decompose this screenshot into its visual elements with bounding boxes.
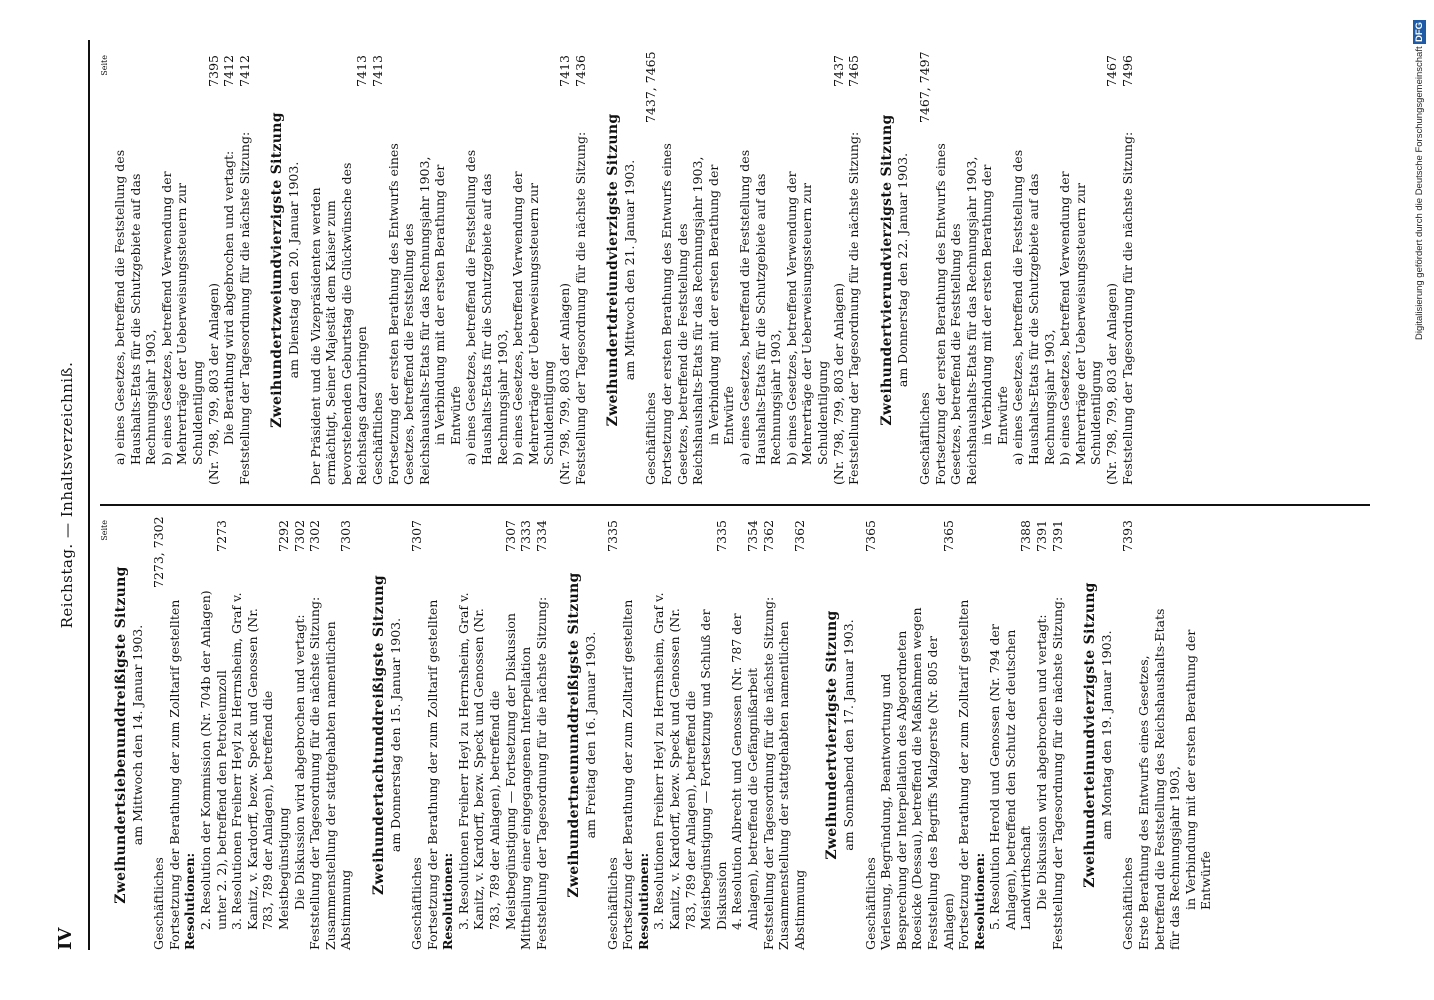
entry-page: 7467 xyxy=(1104,55,1120,87)
entry-text: 3. Resolutionen Freiherr Heyl zu Herrnsheim, Graf v. Kanitz, v. Kardorff, bezw. Speck und Genossen (Nr. 783, 789 der Anlagen), betreffend die Meistbegünstigung — Fortsetzung der Diskussion xyxy=(455,592,518,930)
toc-entry xyxy=(1183,520,1214,950)
entry-page: 7333 xyxy=(518,520,534,552)
seite-label: Seite xyxy=(100,520,109,541)
toc-entry xyxy=(659,55,706,485)
entry-text: (Nr. 798, 799, 803 der Anlagen) xyxy=(1104,282,1120,485)
toc-entry xyxy=(831,55,847,485)
toc-entry xyxy=(573,55,589,485)
entry-page: 7292 xyxy=(275,520,291,552)
toc-entry xyxy=(510,55,557,485)
entry-page: 7412 xyxy=(236,55,252,87)
sitting-238 xyxy=(372,520,550,950)
entry-text: Resolutionen: xyxy=(440,852,456,950)
sitting-date: am Montag den 19. Januar 1903. xyxy=(1098,630,1114,840)
entry-page: 7413 xyxy=(557,55,573,87)
sitting-title: Zweihundertneununddreißigste Sitzung xyxy=(566,572,583,898)
toc-entry xyxy=(292,520,308,950)
toc-entry xyxy=(409,520,425,950)
toc-entry xyxy=(846,55,862,485)
sitting-241-continued xyxy=(112,55,252,485)
toc-entry xyxy=(956,520,972,950)
entry-text: Feststellung der Tagesordnung für die nächste Sitzung: xyxy=(236,131,252,485)
entry-page: 7413 xyxy=(369,55,385,87)
entry-text: Feststellung der Tagesordnung für die nächste Sitzung: xyxy=(533,596,549,950)
entry-text: b) eines Gesetzes, betreffend Verwendung der Mehrerträge der Ueberweisungssteuern zur Schuldentilgung xyxy=(783,171,830,465)
entry-page: 7273 xyxy=(213,520,229,552)
entry-text: Feststellung der Tagesordnung für die nächste Sitzung: xyxy=(760,596,776,950)
entry-page: 7436 xyxy=(572,55,588,87)
entry-page: 7303 xyxy=(338,520,354,552)
toc-entry xyxy=(1136,520,1183,950)
entry-text: Fortsetzung der ersten Berathung des Entwurfs eines Gesetzes, betreffend die Feststellung des Reichshaushalts-Etats für das Rechnungsjahr 1903, xyxy=(385,143,432,485)
sitting-date: am Donnerstag den 22. Januar 1903. xyxy=(895,152,911,388)
entry-text: Die Berathung wird abgebrochen und vertagt: xyxy=(221,150,237,445)
sitting-date: am Freitag den 16. Januar 1903. xyxy=(583,631,599,839)
entry-text: Erste Berathung des Entwurfs eines Gesetzes, betreffend die Feststellung des Reichshaushalts-Etats für das Rechnungsjahr 1903, xyxy=(1136,608,1183,950)
toc-entry xyxy=(237,55,253,485)
toc-entry xyxy=(463,55,510,485)
entry-text: 5. Resolution Herold und Genossen (Nr. 794 der Anlagen), betreffend den Schutz der deutschen Landwirthschaft xyxy=(987,624,1034,930)
entry-text: b) eines Gesetzes, betreffend Verwendung der Mehrerträge der Ueberweisungssteuern zur Schuldentilgung xyxy=(510,171,557,465)
dfg-logo-badge: DFG xyxy=(1414,22,1425,43)
entry-text: Verlesung, Begründung, Beantwortung und Besprechung der Interpellation des Abgeordneten Roesicke (Dessau), betreffend die Maßnahmen wegen Feststellung des Begriffs Malzgerste (Nr. 805 der Anlagen) xyxy=(878,607,956,950)
entry-text: Der Präsident und die Vizepräsidenten werden ermächtigt, Seiner Majestät dem Kaiser zum bevorstehenden Geburtstag die Glückwünsche des Reichstags darzubringen xyxy=(307,162,370,485)
toc-entry xyxy=(198,520,229,950)
toc-entry xyxy=(182,520,198,950)
toc-entry xyxy=(307,520,323,950)
toc-entry xyxy=(729,520,760,950)
toc-entry xyxy=(1057,55,1104,485)
entry-page: 7302 xyxy=(291,520,307,552)
entry-text: Fortsetzung der Berathung der zum Zolltarif gestellten xyxy=(166,599,182,950)
toc-entry xyxy=(370,55,386,485)
entry-page: 7365 xyxy=(940,520,956,552)
entry-text: Geschäftliches xyxy=(862,857,878,950)
entry-text: Geschäftliches xyxy=(369,392,385,485)
toc-entry xyxy=(1104,55,1120,485)
entry-text: Fortsetzung der Berathung der zum Zolltarif gestellten xyxy=(620,599,636,950)
seite-label: Seite xyxy=(100,55,109,76)
toc-entry xyxy=(620,520,636,950)
toc-entry xyxy=(557,55,573,485)
entry-text: 4. Resolution Albrecht und Genossen (Nr. 787 der Anlagen), betreffend die Gefängnißarbeit xyxy=(729,613,760,930)
toc-entry xyxy=(518,520,534,950)
toc-entry xyxy=(737,55,784,485)
entry-text: (Nr. 798, 799, 803 der Anlagen) xyxy=(830,282,846,485)
entry-page: 7302 xyxy=(307,520,323,552)
toc-entry xyxy=(432,55,463,485)
toc-entry xyxy=(643,51,659,485)
entry-text: b) eines Gesetzes, betreffend Verwendung der Mehrerträge der Ueberweisungssteuern zur Schuldentilgung xyxy=(158,171,205,465)
entry-page: 7335 xyxy=(713,520,729,552)
entry-text: b) eines Gesetzes, betreffend Verwendung der Mehrerträge der Ueberweisungssteuern zur Schuldentilgung xyxy=(1057,171,1104,465)
digitization-credit xyxy=(1414,20,1430,980)
entry-page: 7412 xyxy=(221,55,237,87)
left-column xyxy=(100,516,1232,950)
entry-text: Resolutionen: xyxy=(971,852,987,950)
entry-page: 7437 xyxy=(830,55,846,87)
toc-entry xyxy=(456,520,518,950)
entry-page: 7496 xyxy=(1119,55,1135,87)
toc-entry xyxy=(863,520,879,950)
toc-entry xyxy=(167,520,183,950)
sitting-244 xyxy=(878,51,1136,485)
toc-entry xyxy=(112,55,159,485)
toc-entry xyxy=(1034,520,1050,950)
sitting-title: Zweihundertachtunddreißigste Sitzung xyxy=(370,574,387,896)
entry-text: Feststellung der Tagesordnung für die nächste Sitzung: xyxy=(572,131,588,485)
toc-entry xyxy=(425,520,441,950)
sitting-date: am Donnerstag den 15. Januar 1903. xyxy=(387,617,403,853)
entry-text: 3. Resolutionen Freiherr Heyl zu Herrnsheim, Graf v. Kanitz, v. Kardorff, bezw. Speck und Genossen (Nr. 783, 789 der Anlagen), betreffend die Meistbegünstigung — Fortsetzung und Schluß der Diskussion xyxy=(651,592,729,930)
toc-entry xyxy=(605,520,621,950)
entry-text: Geschäftliches xyxy=(1120,857,1136,950)
entry-text: Fortsetzung der ersten Berathung des Entwurfs eines Gesetzes, betreffend die Feststellung des Reichshaushalts-Etats für das Rechnungsjahr 1903, xyxy=(659,143,706,485)
entry-text: Zusammenstellung der stattgehabten namentlichen Abstimmung xyxy=(776,621,807,950)
entry-page: 7307 xyxy=(409,520,425,552)
entry-text: Die Diskussion wird abgebrochen und vertagt: xyxy=(1034,614,1050,910)
toc-entry xyxy=(229,520,291,950)
toc-entry xyxy=(784,55,831,485)
sitting-title: Zweihundertsiebenunddreißigste Sitzung xyxy=(113,566,129,904)
toc-entry xyxy=(706,55,737,485)
entry-text: Feststellung der Tagesordnung für die nächste Sitzung: xyxy=(1119,131,1135,485)
toc-entry xyxy=(878,520,956,950)
entry-text: Fortsetzung der ersten Berathung des Entwurfs eines Gesetzes, betreffend die Feststellung des Reichshaushalts-Etats für das Rechnungsjahr 1903, xyxy=(932,143,979,485)
entry-page: 7391 xyxy=(1049,520,1065,552)
toc-entry xyxy=(151,516,167,950)
toc-entry xyxy=(440,520,456,950)
entry-page: 7388 xyxy=(1018,520,1034,552)
entry-text: Geschäftliches xyxy=(916,392,932,485)
entry-text: in Verbindung mit der ersten Berathung der Entwürfe xyxy=(432,164,463,445)
toc-entry xyxy=(386,55,433,485)
entry-text: Feststellung der Tagesordnung für die nächste Sitzung: xyxy=(307,596,323,950)
sitting-date: am Mittwoch den 14. Januar 1903. xyxy=(129,624,145,846)
toc-entry xyxy=(916,51,933,485)
toc-entry xyxy=(159,55,206,485)
entry-text: Geschäftliches xyxy=(604,857,620,950)
entry-text: Mittheilung einer eingegangenen Interpellation xyxy=(518,646,534,950)
toc-entry xyxy=(1120,55,1136,485)
sitting-title: Zweihundertvierundvierzigste Sitzung xyxy=(878,114,895,426)
entry-text: in Verbindung mit der ersten Berathung der Entwürfe xyxy=(705,164,737,445)
entry-text: 3. Resolutionen Freiherr Heyl zu Herrnsheim, Graf v. Kanitz, v. Kardorff, bezw. Speck und Genossen (Nr. 783, 789 der Anlagen), betreffend die Meistbegünstigung xyxy=(229,592,291,930)
sitting-date: am Sonnabend den 17. Januar 1903. xyxy=(840,619,856,851)
column-divider xyxy=(100,504,1370,506)
entry-text: a) eines Gesetzes, betreffend die Feststellung des Haushalts-Etats für die Schutzgebiete auf das Rechnungsjahr 1903, xyxy=(463,149,510,465)
toc-entry xyxy=(1120,520,1136,950)
sitting-date: am Mittwoch den 21. Januar 1903. xyxy=(621,159,637,381)
entry-page: 7437, 7465 xyxy=(643,51,659,123)
toc-entry xyxy=(761,520,777,950)
toc-entry xyxy=(534,520,550,950)
toc-entry xyxy=(972,520,988,950)
entry-text: Geschäftliches xyxy=(643,392,659,485)
sitting-title: Zweihundertdreiundvierzigste Sitzung xyxy=(605,113,622,427)
entry-text: a) eines Gesetzes, betreffend die Feststellung des Haushalts-Etats für die Schutzgebiete auf das Rechnungsjahr 1903, xyxy=(736,149,784,465)
entry-text: in Verbindung mit der ersten Berathung der Entwürfe xyxy=(979,164,1010,445)
entry-page: 7273, 7302 xyxy=(151,516,167,588)
entry-page: 7413 xyxy=(354,55,370,87)
sitting-title: Zweihundertvierzigste Sitzung xyxy=(824,610,841,860)
toc-entry xyxy=(933,55,980,485)
entry-page: 7465 xyxy=(846,55,862,87)
sitting-237 xyxy=(113,516,354,950)
running-title: Reichstag. — Inhaltsverzeichniß. xyxy=(58,361,76,629)
sitting-title: Zweihundertzweiundvierzigste Sitzung xyxy=(269,112,286,428)
toc-entry xyxy=(979,55,1010,485)
sitting-241 xyxy=(1083,520,1214,950)
sitting-239 xyxy=(567,520,807,950)
sitting-title: Zweihunderteinundvierzigste Sitzung xyxy=(1082,582,1099,888)
toc-entry xyxy=(206,55,222,485)
toc-entry xyxy=(308,55,370,485)
sitting-243 xyxy=(605,51,862,485)
entry-text: Feststellung der Tagesordnung für die nächste Sitzung: xyxy=(846,131,862,485)
entry-page: 7334 xyxy=(533,520,549,552)
page-number: IV xyxy=(55,927,76,950)
toc-page xyxy=(52,20,1382,980)
entry-text: Resolutionen: xyxy=(182,852,198,950)
entry-page: 7307 xyxy=(502,520,518,552)
entry-text: Geschäftliches xyxy=(409,857,425,950)
entry-page: 7467, 7497 xyxy=(916,51,932,123)
entry-text: Resolutionen: xyxy=(635,852,651,950)
entry-text: a) eines Gesetzes, betreffend die Feststellung des Haushalts-Etats für die Schutzgebiete auf das Rechnungsjahr 1903, xyxy=(112,149,159,465)
toc-entry xyxy=(987,520,1034,950)
entry-text: Die Diskussion wird abgebrochen und vertagt: xyxy=(291,614,307,910)
toc-entry xyxy=(776,520,807,950)
entry-text: Fortsetzung der Berathung der zum Zolltarif gestellten xyxy=(956,599,972,950)
toc-entry xyxy=(651,520,729,950)
right-column xyxy=(100,51,1153,485)
toc-entry xyxy=(1010,55,1057,485)
entry-text: Feststellung der Tagesordnung für die nächste Sitzung: xyxy=(1049,596,1065,950)
entry-page: 7393 xyxy=(1120,520,1136,552)
entry-page: 7354 xyxy=(744,520,760,552)
toc-entry xyxy=(1050,520,1066,950)
entry-text: in Verbindung mit der ersten Berathung der Entwürfe xyxy=(1182,629,1214,910)
entry-page: 7335 xyxy=(604,520,620,552)
toc-entry xyxy=(323,520,354,950)
entry-page: 7362 xyxy=(760,520,776,552)
toc-entry xyxy=(221,55,237,485)
entry-page: 7365 xyxy=(862,520,878,552)
entry-page: 7395 xyxy=(205,55,221,87)
entry-text: (Nr. 798, 799, 803 der Anlagen) xyxy=(557,282,573,485)
entry-page: 7362 xyxy=(791,520,807,552)
sitting-242 xyxy=(270,55,588,485)
running-header xyxy=(52,40,90,950)
credit-text: Digitalisierung gefördert durch die Deutsche Forschungsgemeinschaft xyxy=(1414,46,1425,341)
entry-text: Geschäftliches xyxy=(151,857,167,950)
entry-text: 2. Resolution der Kommission (Nr. 704b der Anlagen) unter 2. 2), betreffend den Petroleumzoll xyxy=(197,590,229,930)
sitting-date: am Dienstag den 20. Januar 1903. xyxy=(285,161,301,379)
sitting-240 xyxy=(825,520,1065,950)
toc-entry xyxy=(636,520,652,950)
entry-text: a) eines Gesetzes, betreffend die Feststellung des Haushalts-Etats für die Schutzgebiete auf das Rechnungsjahr 1903, xyxy=(1010,149,1057,465)
entry-text: (Nr. 798, 799, 803 der Anlagen) xyxy=(205,282,221,485)
entry-text: Fortsetzung der Berathung der zum Zolltarif gestellten xyxy=(424,599,440,950)
entry-text: Zusammenstellung der stattgehabten namentlichen Abstimmung xyxy=(322,621,354,950)
entry-page: 7391 xyxy=(1034,520,1050,552)
